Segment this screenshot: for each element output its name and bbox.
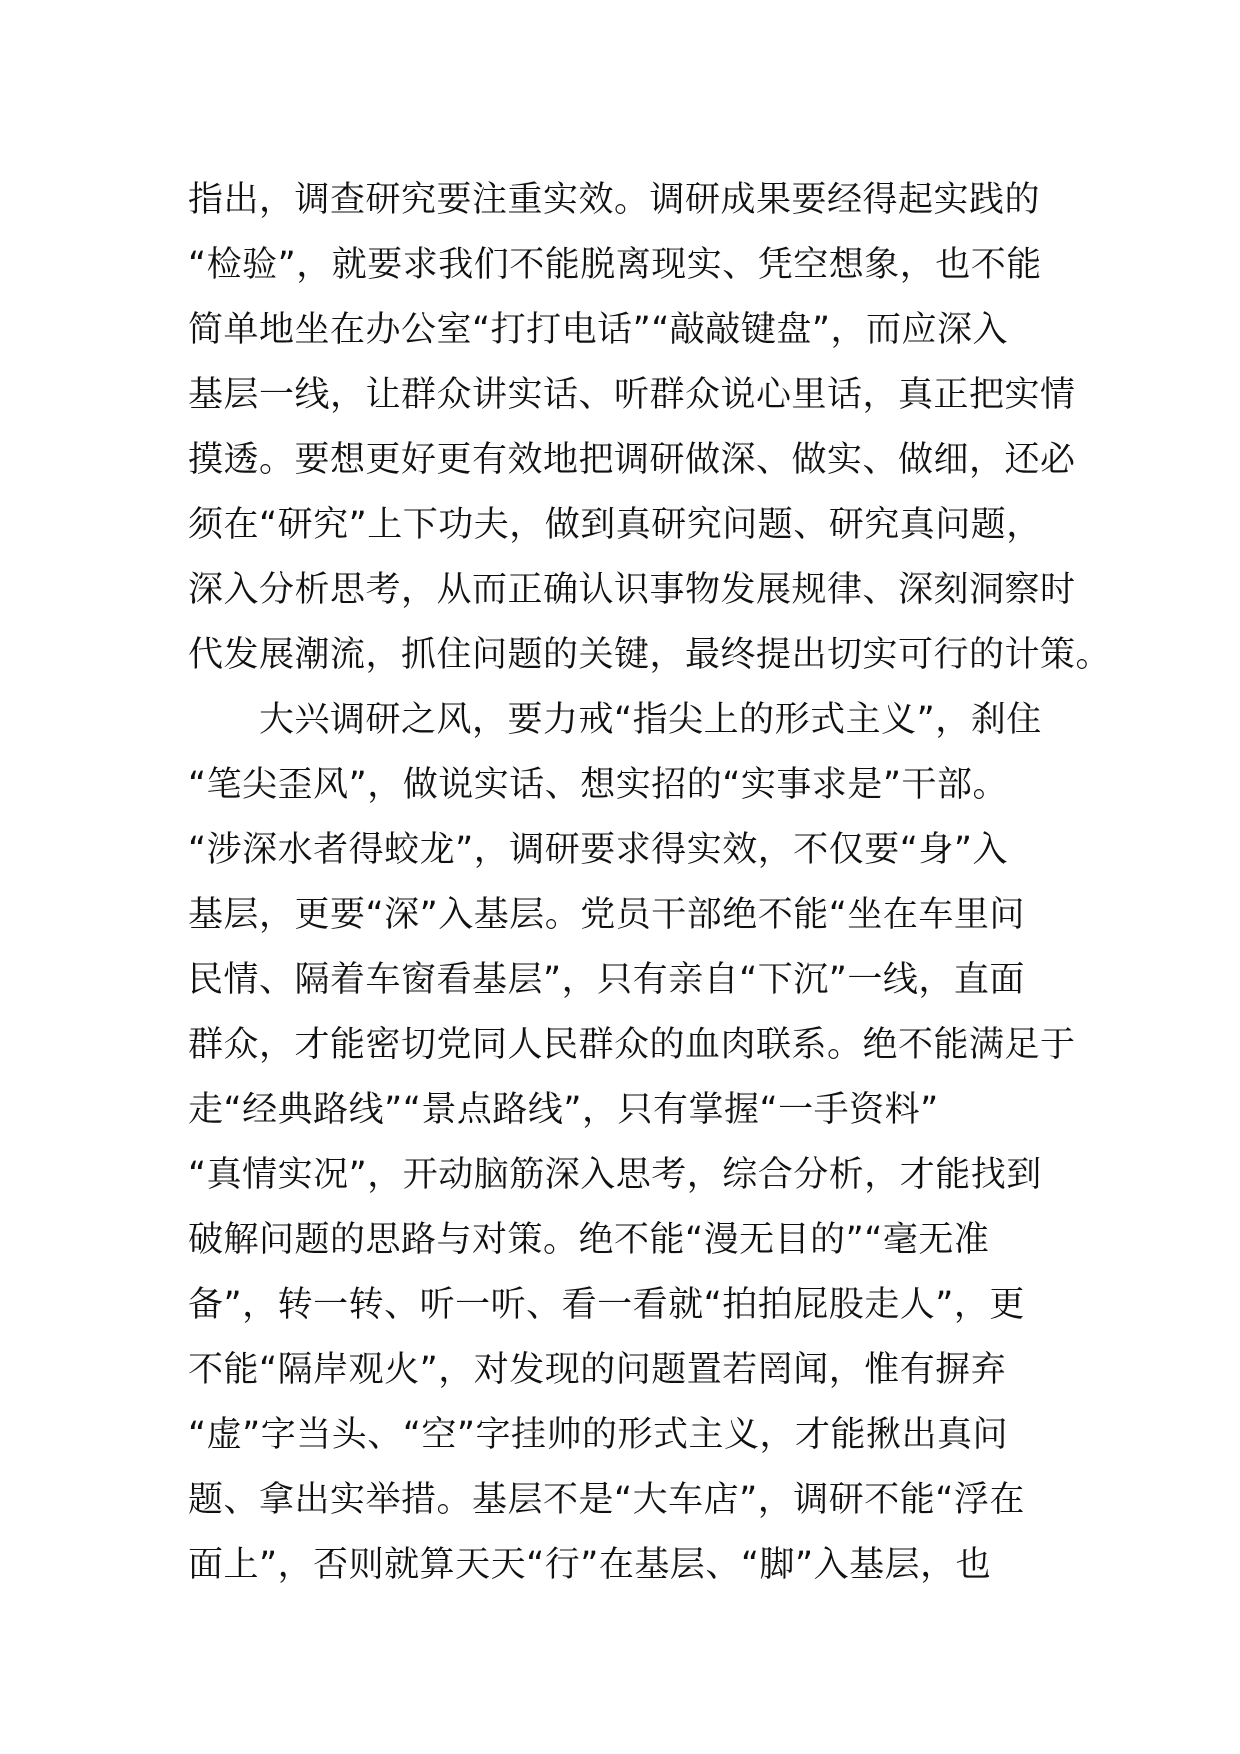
text-line: 不能“隔岸观火”，对发现的问题置若罔闻，惟有摒弃: [188, 1350, 1007, 1390]
text-line: 深入分析思考，从而正确认识事物发展规律、深刻洞察时: [188, 570, 1076, 610]
text-line: “检验”，就要求我们不能脱离现实、凭空想象，也不能: [188, 245, 1042, 285]
text-line: 代发展潮流，抓住问题的关键，最终提出切实可行的计策。: [188, 635, 1112, 675]
text-line: 民情、隔着车窗看基层”，只有亲自“下沉”一线，直面: [188, 960, 1025, 1000]
text-line: 基层一线，让群众讲实话、听群众说心里话，真正把实情: [188, 375, 1076, 415]
text-line: “虚”字当头、“空”字挂帅的形式主义，才能揪出真问: [188, 1415, 1009, 1455]
text-line: 备”，转一转、听一听、看一看就“拍拍屁股走人”，更: [188, 1285, 1025, 1325]
text-line: 大兴调研之风，要力戒“指尖上的形式主义”，刹住: [188, 700, 1042, 740]
text-line: 须在“研究”上下功夫，做到真研究问题、研究真问题，: [188, 505, 1042, 545]
text-line: 题、拿出实举措。基层不是“大车店”，调研不能“浮在: [188, 1480, 1025, 1520]
text-line: “笔尖歪风”，做说实话、想实招的“实事求是”干部。: [188, 765, 1009, 805]
text-line: 走“经典路线”“景点路线”，只有掌握“一手资料”: [188, 1090, 939, 1130]
text-line: 简单地坐在办公室“打打电话”“敲敲键盘”，而应深入: [188, 310, 1009, 350]
body-text: [188, 168, 1112, 1598]
text-line: 基层，更要“深”入基层。党员干部绝不能“坐在车里问: [188, 895, 1025, 935]
text-line: “真情实况”，开动脑筋深入思考，综合分析，才能找到: [188, 1155, 1042, 1195]
text-line: 面上”，否则就算天天“行”在基层、“脚”入基层，也: [188, 1545, 992, 1585]
text-line: 摸透。要想更好更有效地把调研做深、做实、做细，还必: [188, 440, 1076, 480]
text-line: “涉深水者得蛟龙”，调研要求得实效，不仅要“身”入: [188, 830, 1009, 870]
text-line: 群众，才能密切党同人民群众的血肉联系。绝不能满足于: [188, 1025, 1076, 1065]
text-line: 破解问题的思路与对策。绝不能“漫无目的”“毫无准: [188, 1220, 990, 1260]
text-line: 指出，调查研究要注重实效。调研成果要经得起实践的: [188, 180, 1041, 220]
